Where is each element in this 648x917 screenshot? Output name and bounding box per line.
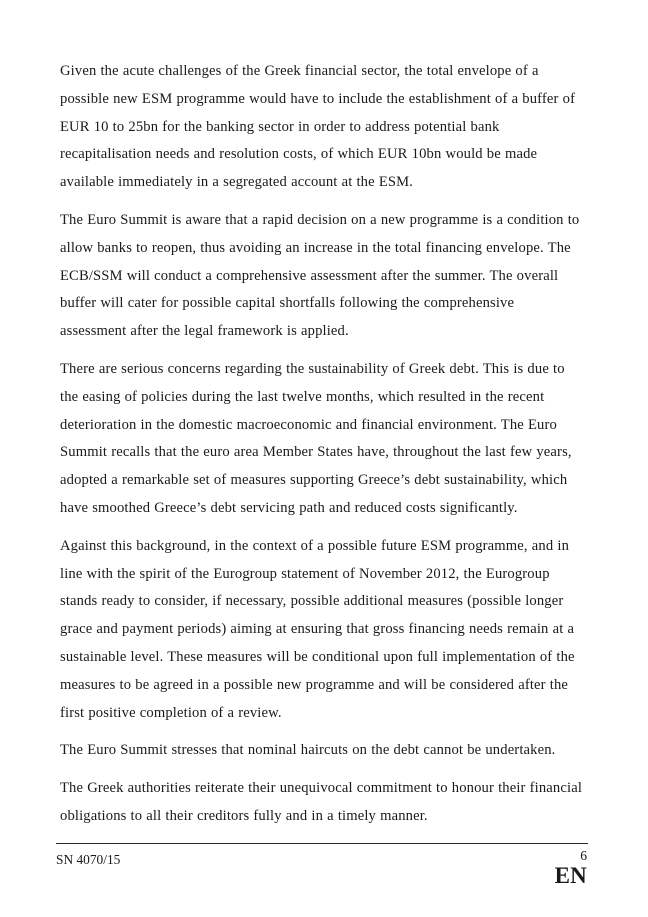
document-reference: SN 4070/15: [56, 852, 121, 867]
page-number: 6: [580, 848, 587, 863]
language-code: EN: [554, 863, 587, 888]
document-body: [60, 58, 584, 831]
paragraph: Given the acute challenges of the Greek financial sector, the total envelope of a possible new ESM programme would have to include the establishment of a buffer of EUR 10 to 25bn for the banking sector in order to address potential bank recapitalisation needs and resolution costs, of which EUR 10bn would be made available immediately in a segregated account at the ESM.: [60, 63, 576, 191]
paragraph: The Greek authorities reiterate their unequivocal commitment to honour their financial obligations to all their creditors fully and in a timely manner.: [60, 780, 583, 824]
paragraph: The Euro Summit is aware that a rapid decision on a new programme is a condition to allow banks to reopen, thus avoiding an increase in the total financing envelope. The ECB/SSM will conduct a comprehensive assessment after the summer. The overall buffer will cater for possible capital shortfalls following the comprehensive assessment after the legal framework is applied.: [60, 211, 580, 340]
paragraph: Against this background, in the context of a possible future ESM programme, and in line with the spirit of the Eurogroup statement of November 2012, the Eurogroup stands ready to consider, if necessary, possible additional measures (possible longer grace and payment periods) aiming at ensuring that gross financing needs remain at a sustainable level. These measures will be conditional upon full implementation of the measures to be agreed in a possible new programme and will be considered after the first positive completion of a review.: [60, 537, 575, 721]
page-footer: [56, 843, 588, 895]
paragraph: The Euro Summit stresses that nominal haircuts on the debt cannot be undertaken.: [60, 742, 556, 759]
footer-right-block: [555, 849, 588, 888]
footer-row: [56, 849, 588, 895]
paragraph: There are serious concerns regarding the sustainability of Greek debt. This is due to the easing of policies during the last twelve months, which resulted in the recent deterioration in the domestic macroeconomic and financial environment. The Euro Summit recalls that the euro area Member States have, throughout the last few years, adopted a remarkable set of measures supporting Greece’s debt sustainability, which have smoothed Greece’s debt servicing path and reduced costs significantly.: [60, 360, 572, 516]
footer-divider: [56, 843, 588, 844]
